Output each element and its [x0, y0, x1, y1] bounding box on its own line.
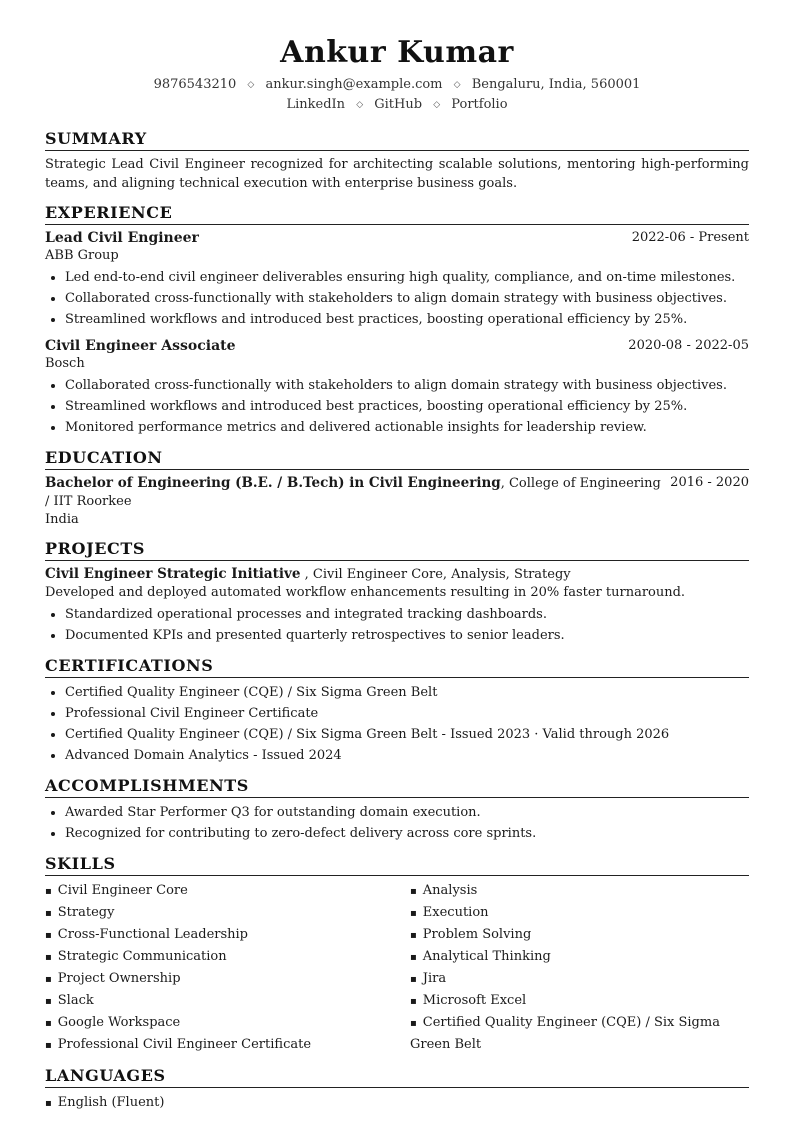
job-dates: 2022-06 - Present — [631, 230, 749, 245]
links-line — [45, 95, 749, 115]
skill-item: ▪ Analysis — [410, 880, 750, 902]
summary-section — [45, 129, 749, 193]
section-title: SKILLS — [45, 854, 749, 876]
institution: , College of Engineering / IIT Roorkee — [45, 476, 661, 509]
accomplishments-section — [45, 776, 749, 844]
email-link[interactable]: ankur.singh@example.com — [265, 77, 443, 92]
skill-item: ▪ Strategy — [45, 902, 410, 924]
job-entry — [45, 229, 749, 330]
certifications-section — [45, 656, 749, 766]
job-bullet: • Collaborated cross-functionally with stakeholders to align domain strategy with business objectives. — [65, 375, 749, 396]
skill-item: ▪ Certified Quality Engineer (CQE) / Six Sigma Green Belt — [410, 1012, 750, 1055]
summary-text: Strategic Lead Civil Engineer recognized for architecting scalable solutions, mentoring high-performing teams, and aligning technical execution with enterprise business goals. — [45, 157, 749, 191]
skill-item: ▪ Jira — [410, 968, 750, 990]
education-section — [45, 448, 749, 529]
section-title: EDUCATION — [45, 448, 749, 470]
job-bullet: • Streamlined workflows and introduced best practices, boosting operational efficiency by 25%. — [65, 396, 749, 417]
certification-item: • Professional Civil Engineer Certificate — [65, 703, 749, 724]
project-description: Developed and deployed automated workflow enhancements resulting in 20% faster turnaround. — [45, 585, 686, 600]
skill-item: ▪ Professional Civil Engineer Certificate — [45, 1034, 410, 1056]
job-title: Civil Engineer Associate — [45, 338, 236, 354]
section-title: PROJECTS — [45, 539, 749, 561]
skills-column-right — [410, 880, 750, 1056]
degree: Bachelor of Engineering (B.E. / B.Tech) in Civil Engineering — [45, 475, 501, 491]
skill-item: ▪ Google Workspace — [45, 1012, 410, 1034]
section-title: ACCOMPLISHMENTS — [45, 776, 749, 798]
accomplishment-item: • Awarded Star Performer Q3 for outstanding domain execution. — [65, 802, 749, 823]
job-bullet: • Collaborated cross-functionally with stakeholders to align domain strategy with business objectives. — [65, 288, 749, 309]
accomplishment-item: • Recognized for contributing to zero-defect delivery across core sprints. — [65, 823, 749, 844]
skill-item: ▪ Analytical Thinking — [410, 946, 750, 968]
section-title: LANGUAGES — [45, 1066, 749, 1088]
skills-section — [45, 854, 749, 1056]
job-title: Lead Civil Engineer — [45, 230, 199, 246]
linkedin-link[interactable]: LinkedIn — [286, 97, 346, 112]
skill-item: ▪ Microsoft Excel — [410, 990, 750, 1012]
skill-item: ▪ Project Ownership — [45, 968, 410, 990]
candidate-name: Ankur Kumar — [280, 35, 514, 70]
skill-item: ▪ Strategic Communication — [45, 946, 410, 968]
separator-icon: ◇ — [453, 80, 461, 90]
skill-item: ▪ Slack — [45, 990, 410, 1012]
github-link[interactable]: GitHub — [374, 97, 423, 112]
separator-icon: ◇ — [247, 80, 255, 90]
contact-line — [45, 75, 749, 95]
location: Bengaluru, India, 560001 — [471, 77, 641, 92]
separator-icon: ◇ — [356, 100, 364, 110]
project-bullet: • Documented KPIs and presented quarterly retrospectives to senior leaders. — [65, 625, 749, 646]
certification-item: • Certified Quality Engineer (CQE) / Six Sigma Green Belt - Issued 2023 · Valid through 2026 — [65, 724, 749, 745]
languages-section — [45, 1066, 749, 1114]
projects-section — [45, 539, 749, 646]
project-name: Civil Engineer Strategic Initiative — [45, 566, 301, 582]
separator-icon: ◇ — [433, 100, 441, 110]
section-title: CERTIFICATIONS — [45, 656, 749, 678]
skill-item: ▪ Civil Engineer Core — [45, 880, 410, 902]
phone: 9876543210 — [153, 77, 237, 92]
section-title: SUMMARY — [45, 129, 749, 151]
skills-column-left — [45, 880, 410, 1056]
portfolio-link[interactable]: Portfolio — [451, 97, 508, 112]
job-dates: 2020-08 - 2022-05 — [628, 338, 749, 353]
experience-section — [45, 203, 749, 438]
job-entry — [45, 337, 749, 438]
skill-item: ▪ Problem Solving — [410, 924, 750, 946]
language-item: ▪ English (Fluent) — [45, 1092, 749, 1114]
project-tags: , Civil Engineer Core, Analysis, Strategy — [300, 567, 571, 582]
job-bullet: • Led end-to-end civil engineer deliverables ensuring high quality, compliance, and on-time milestones. — [65, 267, 749, 288]
project-bullet: • Standardized operational processes and integrated tracking dashboards. — [65, 604, 749, 625]
education-dates: 2016 - 2020 — [670, 475, 749, 490]
certification-item: • Advanced Domain Analytics - Issued 2024 — [65, 745, 749, 766]
skill-item: ▪ Cross-Functional Leadership — [45, 924, 410, 946]
job-bullet: • Streamlined workflows and introduced best practices, boosting operational efficiency by 25%. — [65, 309, 749, 330]
education-country: India — [45, 512, 79, 527]
skill-item: ▪ Execution — [410, 902, 750, 924]
section-title: EXPERIENCE — [45, 203, 749, 225]
certification-item: • Certified Quality Engineer (CQE) / Six Sigma Green Belt — [65, 682, 749, 703]
company-name: Bosch — [45, 356, 85, 371]
company-name: ABB Group — [45, 248, 119, 263]
job-bullet: • Monitored performance metrics and delivered actionable insights for leadership review. — [65, 417, 749, 438]
